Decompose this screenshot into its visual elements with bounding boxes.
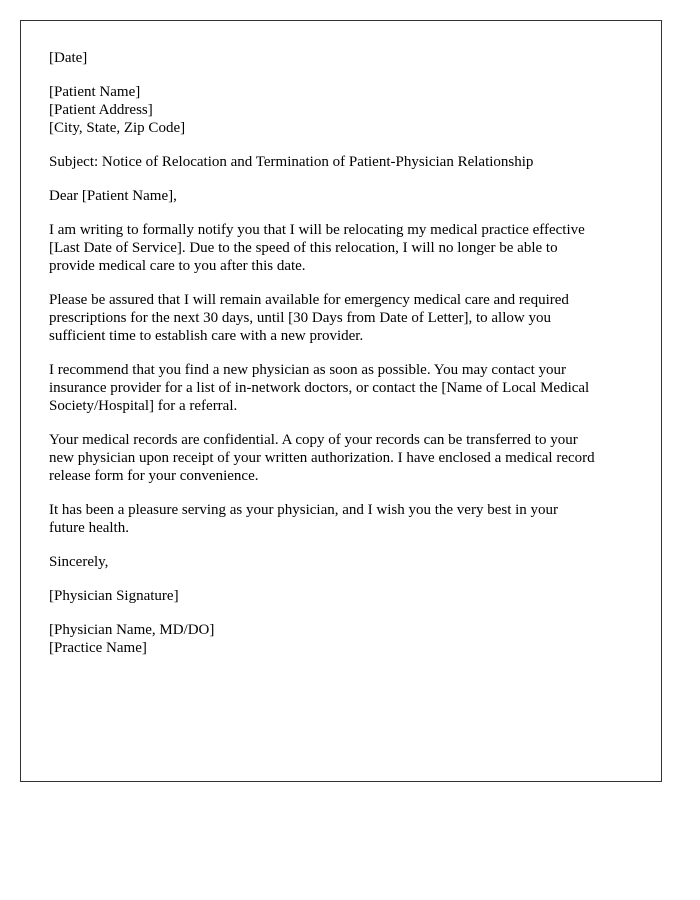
practice-name: [Practice Name] xyxy=(49,640,147,656)
text-line: sufficient time to establish care with a new provider. xyxy=(49,328,364,344)
paragraph-emergency-care xyxy=(49,291,633,345)
paragraph-new-physician xyxy=(49,361,633,415)
text-line: Please be assured that I will remain available for emergency medical care and required xyxy=(49,292,569,308)
text-line: prescriptions for the next 30 days, until [30 Days from Date of Letter], to allow you xyxy=(49,310,551,326)
text-line: Society/Hospital] for a referral. xyxy=(49,398,238,414)
letter-subject: Subject: Notice of Relocation and Termination of Patient-Physician Relationship xyxy=(49,154,534,170)
recipient-city: [City, State, Zip Code] xyxy=(49,120,186,136)
text-line: I am writing to formally notify you that I will be relocating my medical practice effective xyxy=(49,222,585,238)
text-line: future health. xyxy=(49,520,129,536)
recipient-name: [Patient Name] xyxy=(49,84,141,100)
closing: Sincerely, xyxy=(49,554,109,570)
signer-block xyxy=(49,621,633,657)
paragraph-records xyxy=(49,431,633,485)
letter xyxy=(20,20,662,782)
physician-name: [Physician Name, MD/DO] xyxy=(49,622,215,638)
recipient-street: [Patient Address] xyxy=(49,102,153,118)
text-line: I recommend that you find a new physician as soon as possible. You may contact your xyxy=(49,362,566,378)
text-line: release form for your convenience. xyxy=(49,468,259,484)
text-line: insurance provider for a list of in-network doctors, or contact the [Name of Local Medical xyxy=(49,380,590,396)
text-line: new physician upon receipt of your written authorization. I have enclosed a medical record xyxy=(49,450,595,466)
recipient-address xyxy=(49,83,633,137)
letter-date: [Date] xyxy=(49,50,88,66)
text-line: [Last Date of Service]. Due to the speed of this relocation, I will no longer be able to xyxy=(49,240,558,256)
salutation: Dear [Patient Name], xyxy=(49,188,177,204)
text-line: It has been a pleasure serving as your physician, and I wish you the very best in your xyxy=(49,502,559,518)
text-line: Your medical records are confidential. A copy of your records can be transferred to your xyxy=(49,432,578,448)
paragraph-relocation xyxy=(49,221,633,275)
signature: [Physician Signature] xyxy=(49,588,179,604)
text-line: provide medical care to you after this date. xyxy=(49,258,306,274)
paragraph-farewell xyxy=(49,501,633,537)
